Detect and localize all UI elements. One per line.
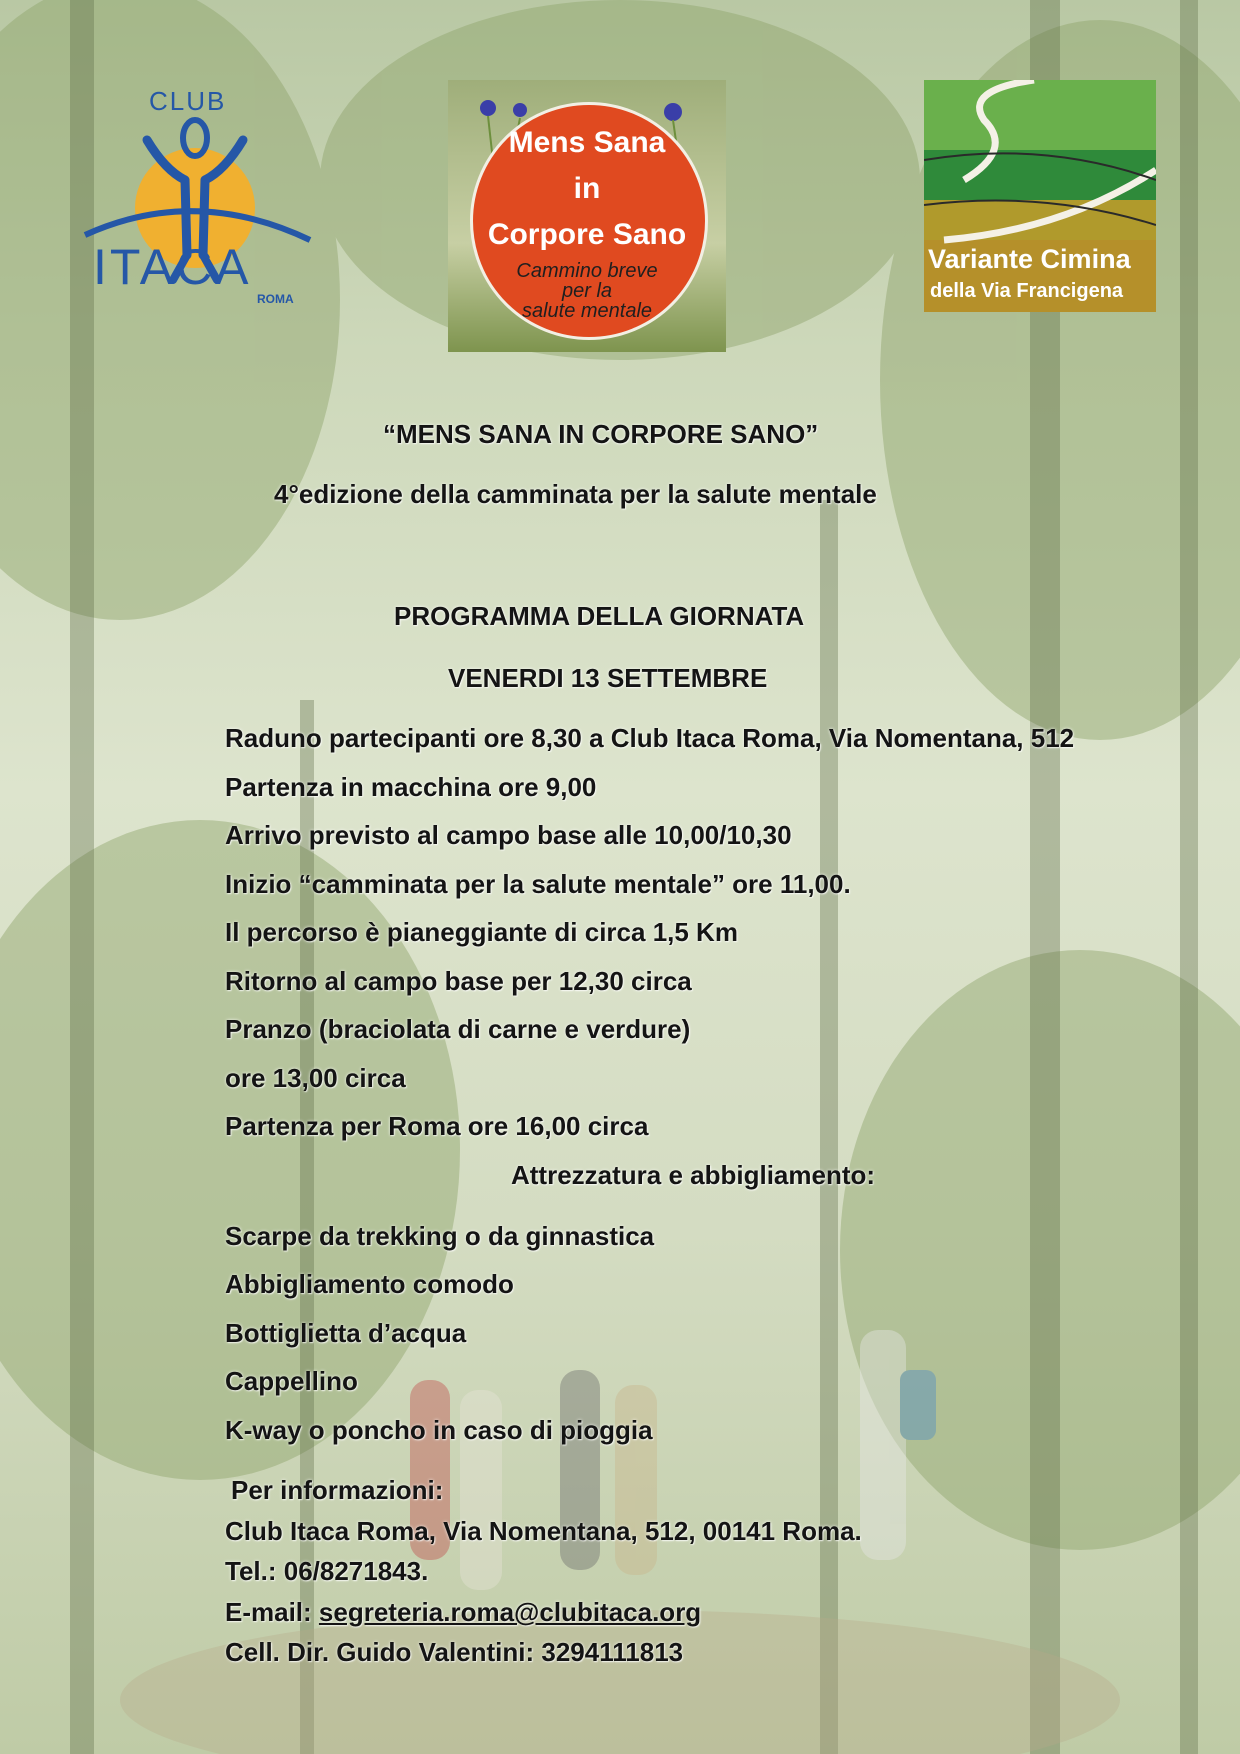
mens-sub1: Cammino breve — [516, 260, 658, 282]
mens-sub3: salute mentale — [521, 300, 653, 322]
program-item: Pranzo (braciolata di carne e verdure) — [225, 1014, 691, 1044]
mens-line3: Corpore Sano — [487, 218, 687, 251]
program-item: Raduno partecipanti ore 8,30 a Club Itaca Roma, Via Nomentana, 512 — [225, 723, 1075, 753]
logo-itaca-text: ITACA — [93, 239, 252, 295]
program-title: PROGRAMMA DELLA GIORNATA — [394, 601, 805, 631]
mens-sub2: per la — [561, 280, 613, 302]
program-item: Partenza in macchina ore 9,00 — [225, 772, 597, 802]
equipment-title: Attrezzatura e abbigliamento: — [511, 1160, 876, 1190]
info-email-link[interactable]: segreteria.roma@clubitaca.org — [318, 1597, 702, 1627]
info-title: Per informazioni: — [231, 1475, 444, 1505]
winding-road-icon — [924, 80, 1156, 312]
event-title: “MENS SANA IN CORPORE SANO” — [383, 419, 819, 449]
program-item: Partenza per Roma ore 16,00 circa — [225, 1111, 649, 1141]
mens-sana-logo — [448, 80, 726, 352]
variante-line1: Variante Cimina — [928, 244, 1131, 274]
logo-club-text: CLUB — [149, 86, 227, 116]
program-item: ore 13,00 circa — [225, 1063, 406, 1093]
info-address: Club Itaca Roma, Via Nomentana, 512, 00141 Roma. — [225, 1516, 862, 1546]
mens-line2: in — [573, 172, 601, 205]
program-item: Il percorso è pianeggiante di circa 1,5 Km — [225, 917, 738, 947]
equipment-item: Bottiglietta d’acqua — [225, 1318, 467, 1348]
equipment-item: Scarpe da trekking o da ginnastica — [225, 1221, 655, 1251]
equipment-item: Cappellino — [225, 1366, 358, 1396]
program-item: Ritorno al campo base per 12,30 circa — [225, 966, 692, 996]
info-phone: Tel.: 06/8271843. — [225, 1556, 429, 1586]
variante-line2: della Via Francigena — [930, 280, 1124, 302]
event-subtitle: 4°edizione della camminata per la salute mentale — [274, 479, 877, 509]
program-date: VENERDI 13 SETTEMBRE — [448, 663, 768, 693]
equipment-item: K-way o poncho in caso di pioggia — [225, 1415, 653, 1445]
variante-cimina-logo — [924, 80, 1156, 312]
info-email-line — [225, 1597, 701, 1628]
logo-roma-text: ROMA — [257, 292, 294, 306]
info-cell: Cell. Dir. Guido Valentini: 3294111813 — [225, 1637, 684, 1667]
info-email-label: E-mail: — [225, 1597, 319, 1627]
program-item: Inizio “camminata per la salute mentale” ore 11,00. — [225, 869, 851, 899]
club-itaca-logo — [75, 80, 315, 310]
program-item: Arrivo previsto al campo base alle 10,00/10,30 — [225, 820, 792, 850]
mens-line1: Mens Sana — [508, 126, 666, 159]
equipment-item: Abbigliamento comodo — [225, 1269, 514, 1299]
